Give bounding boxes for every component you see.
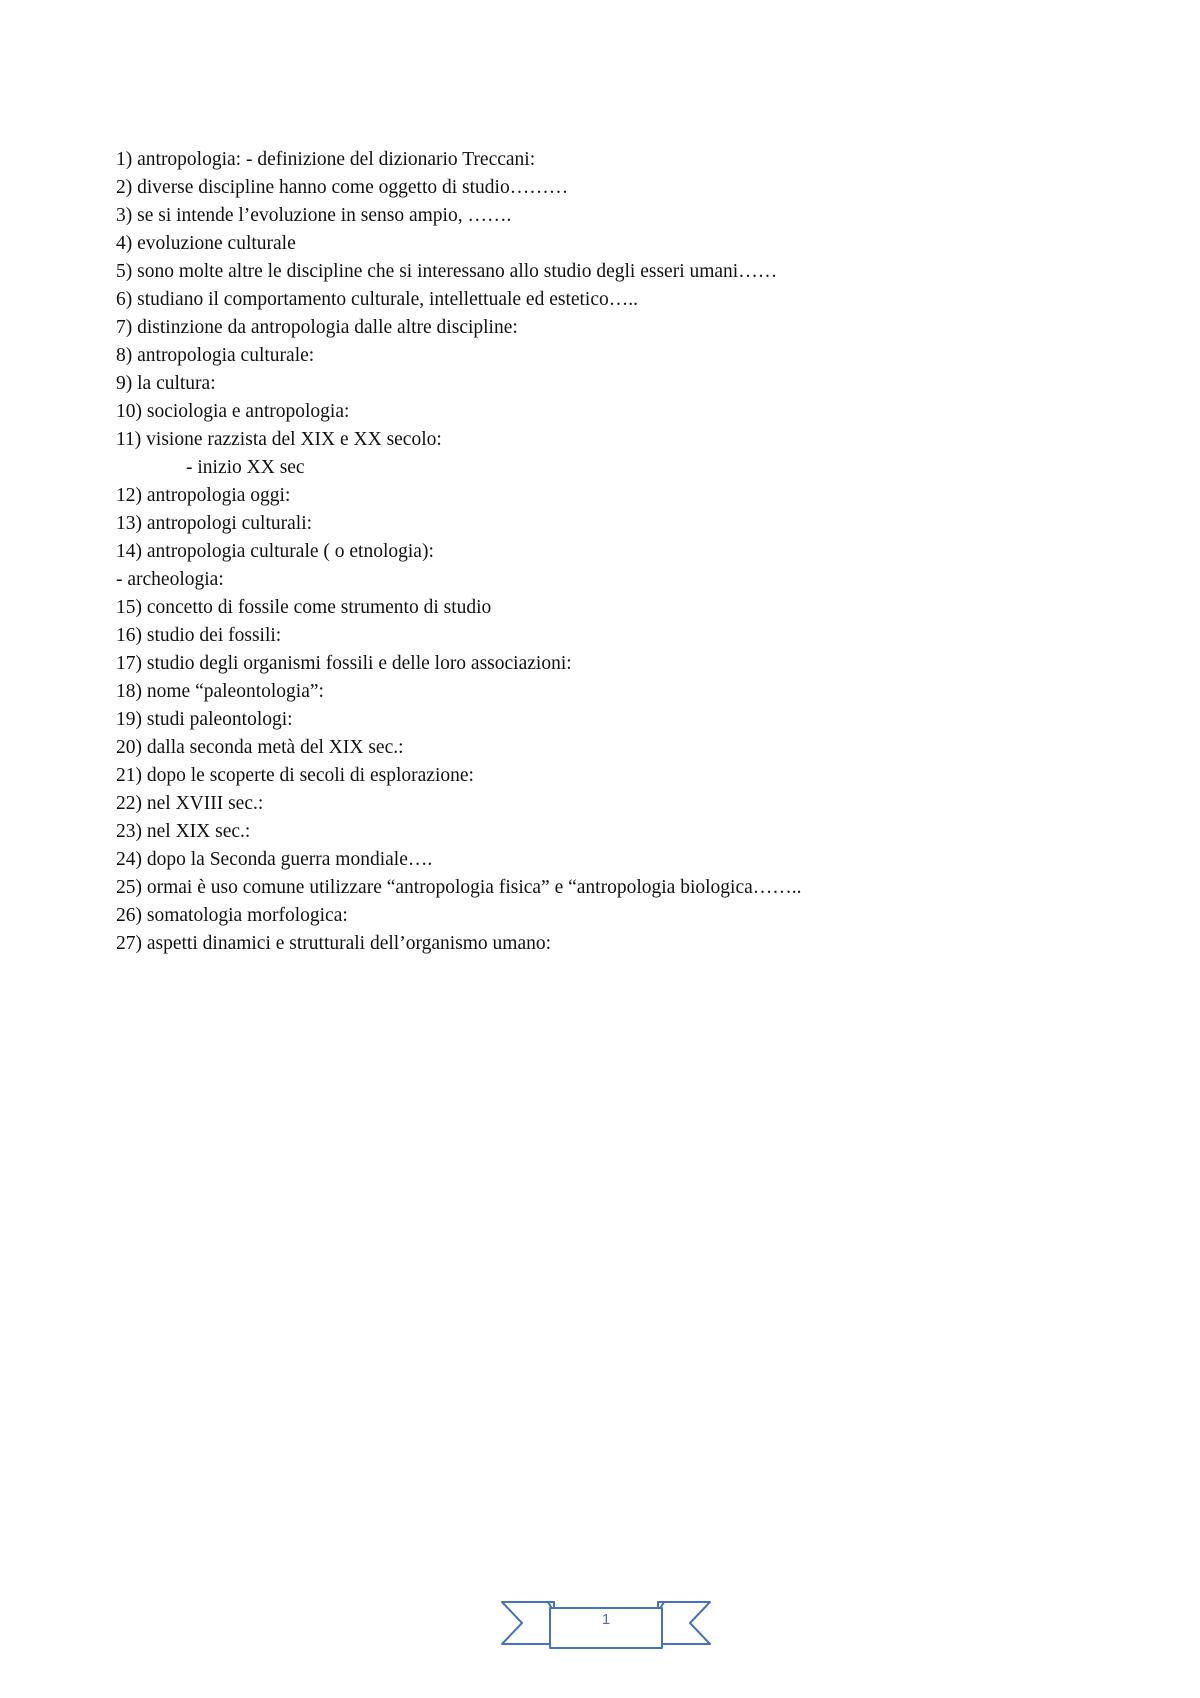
page-footer [500,1594,712,1654]
text-line-18: 18) nome “paleontologia”: [116,681,324,702]
text-line-archeologia: - archeologia: [116,569,224,590]
text-line-26: 26) somatologia morfologica: [116,905,348,926]
text-line-15: 15) concetto di fossile come strumento di studio [116,597,492,618]
text-line-17: 17) studio degli organismi fossili e delle loro associazioni: [116,653,572,674]
text-line-5: 5) sono molte altre le discipline che si interessano allo studio degli esseri umani…… [116,261,778,282]
ribbon-left-tail [502,1602,554,1644]
text-line-22: 22) nel XVIII sec.: [116,793,264,814]
text-line-14: 14) antropologia culturale ( o etnologia): [116,541,434,562]
text-line-24: 24) dopo la Seconda guerra mondiale…. [116,849,433,870]
text-line-9: 9) la cultura: [116,373,216,394]
document-body [116,146,1096,958]
text-line-19: 19) studi paleontologi: [116,709,293,730]
text-line-27: 27) aspetti dinamici e strutturali dell’organismo umano: [116,933,552,954]
text-line-8: 8) antropologia culturale: [116,345,315,366]
text-line-16: 16) studio dei fossili: [116,625,282,646]
text-line-25: 25) ormai è uso comune utilizzare “antropologia fisica” e “antropologia biologica…….. [116,877,802,898]
page-number: 1 [601,1611,611,1628]
text-line-13: 13) antropologi culturali: [116,513,313,534]
text-line-23: 23) nel XIX sec.: [116,821,251,842]
text-line-6: 6) studiano il comportamento culturale, intellettuale ed estetico….. [116,289,639,310]
text-line-sub-11: - inizio XX sec [186,457,305,478]
text-line-1: 1) antropologia: - definizione del dizionario Treccani: [116,149,536,170]
text-line-7: 7) distinzione da antropologia dalle altre discipline: [116,317,518,338]
text-line-21: 21) dopo le scoperte di secoli di esplorazione: [116,765,474,786]
text-line-12: 12) antropologia oggi: [116,485,291,506]
ribbon-right-tail [658,1602,710,1644]
text-line-11: 11) visione razzista del XIX e XX secolo: [116,429,442,450]
text-line-2: 2) diverse discipline hanno come oggetto di studio……… [116,177,569,198]
text-line-20: 20) dalla seconda metà del XIX sec.: [116,737,404,758]
text-line-10: 10) sociologia e antropologia: [116,401,350,422]
text-line-3: 3) se si intende l’evoluzione in senso ampio, ……. [116,205,512,226]
text-line-4: 4) evoluzione culturale [116,233,296,254]
